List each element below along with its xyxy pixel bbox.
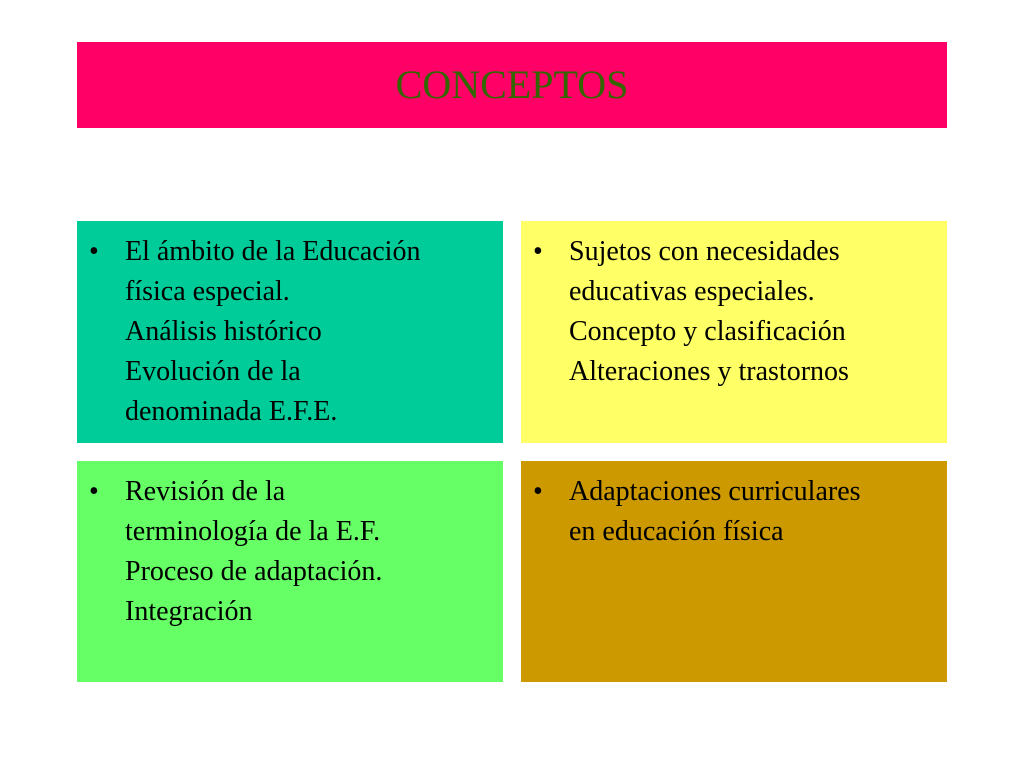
slide-title: CONCEPTOS — [395, 62, 629, 107]
bullet-line: terminología de la E.F. — [125, 516, 381, 547]
concept-box-bottom-left — [77, 461, 503, 682]
bullet-item — [533, 232, 937, 392]
bullet-line: Alteraciones y trastornos — [569, 356, 849, 387]
bullet-item — [89, 472, 493, 632]
bullet-icon: • — [533, 236, 543, 267]
bullet-line: El ámbito de la Educación — [125, 236, 421, 267]
bullet-line: denominada E.F.E. — [125, 396, 338, 427]
bullet-line: Sujetos con necesidades — [569, 236, 840, 267]
bullet-icon: • — [89, 476, 99, 507]
bullet-item — [89, 232, 493, 432]
bullet-line: Concepto y clasificación — [569, 316, 846, 347]
title-banner — [77, 42, 947, 128]
concept-box-bottom-right — [521, 461, 947, 682]
bullet-line: Integración — [125, 596, 253, 627]
bullet-line: Revisión de la — [125, 476, 286, 507]
bullet-line: Adaptaciones curriculares — [569, 476, 861, 507]
bullet-icon: • — [533, 476, 543, 507]
concept-box-top-left — [77, 221, 503, 443]
bullet-icon: • — [89, 236, 99, 267]
bullet-line: física especial. — [125, 276, 290, 307]
bullet-item — [533, 472, 937, 552]
bullet-line: Evolución de la — [125, 356, 301, 387]
bullet-line: educativas especiales. — [569, 276, 815, 307]
bullet-line: en educación física — [569, 516, 784, 547]
concept-box-top-right — [521, 221, 947, 443]
bullet-line: Proceso de adaptación. — [125, 556, 383, 587]
bullet-line: Análisis histórico — [125, 316, 322, 347]
